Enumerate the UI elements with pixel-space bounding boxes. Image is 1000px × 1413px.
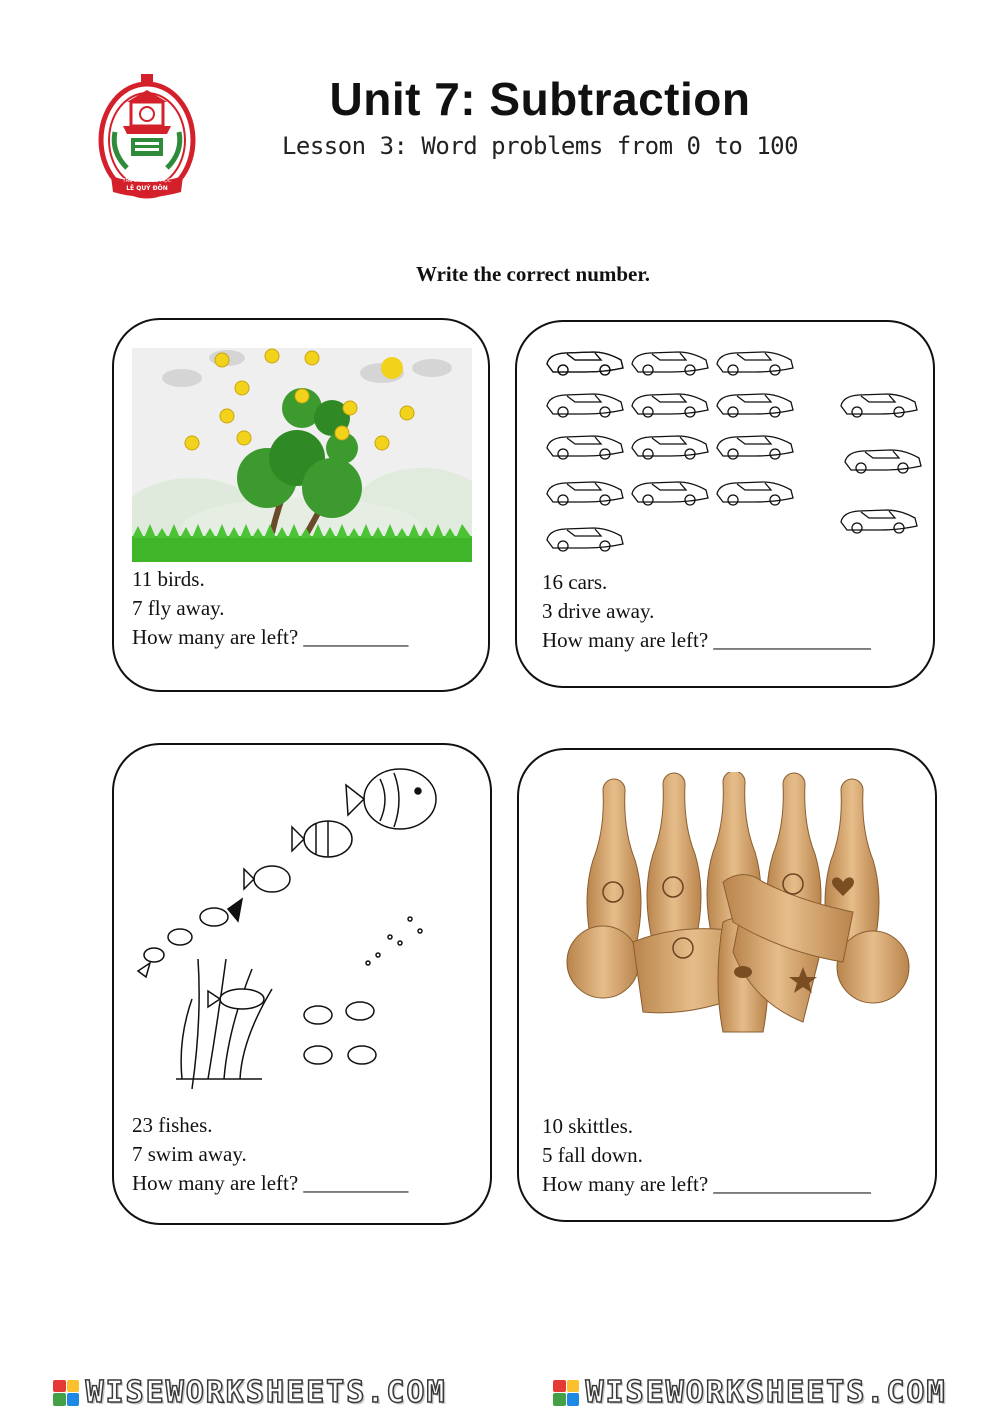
footer-brand-text: WISEWORKSHEETS.COM <box>585 1375 947 1410</box>
page-title: Unit 7: Subtraction <box>329 73 751 125</box>
logo-text-bottom: LÊ QUÝ ĐÔN <box>126 185 168 192</box>
brand-logo-icon <box>553 1380 579 1406</box>
page-subtitle: Lesson 3: Word problems from 0 to 100 <box>281 132 799 160</box>
footer-brand[interactable] <box>553 1375 946 1410</box>
problem-line-count: 11 birds. <box>132 567 205 591</box>
footer-watermark <box>0 1372 1000 1413</box>
skittles-illustration <box>543 772 915 1062</box>
problem-line-count: 10 skittles. <box>542 1114 634 1138</box>
problem-line-action: 7 swim away. <box>132 1142 247 1166</box>
fishes-illustration <box>132 759 442 1089</box>
problem-question[interactable]: How many are left? __________ <box>132 1171 409 1195</box>
footer-brand-text: WISEWORKSHEETS.COM <box>85 1375 447 1410</box>
problem-card-cars <box>515 320 935 688</box>
instruction: Write the correct number. <box>415 262 651 286</box>
footer-brand[interactable] <box>53 1375 446 1410</box>
school-logo <box>97 72 197 202</box>
problem-question[interactable]: How many are left? __________ <box>132 625 409 649</box>
problem-line-count: 23 fishes. <box>132 1113 213 1137</box>
cars-illustration <box>545 348 925 564</box>
problem-card-fishes <box>112 743 492 1225</box>
problem-line-action: 3 drive away. <box>542 599 655 623</box>
logo-text-top: TRƯỜNG TIỂU HỌC <box>122 178 172 184</box>
problem-question[interactable]: How many are left? _______________ <box>542 1172 871 1196</box>
problem-card-skittles <box>517 748 937 1222</box>
birds-tree-illustration <box>132 348 472 562</box>
problem-question[interactable]: How many are left? _______________ <box>542 628 871 652</box>
problem-line-action: 7 fly away. <box>132 596 225 620</box>
brand-logo-icon <box>53 1380 79 1406</box>
problem-line-action: 5 fall down. <box>542 1143 643 1167</box>
problem-line-count: 16 cars. <box>542 570 608 594</box>
problem-card-birds <box>112 318 490 692</box>
